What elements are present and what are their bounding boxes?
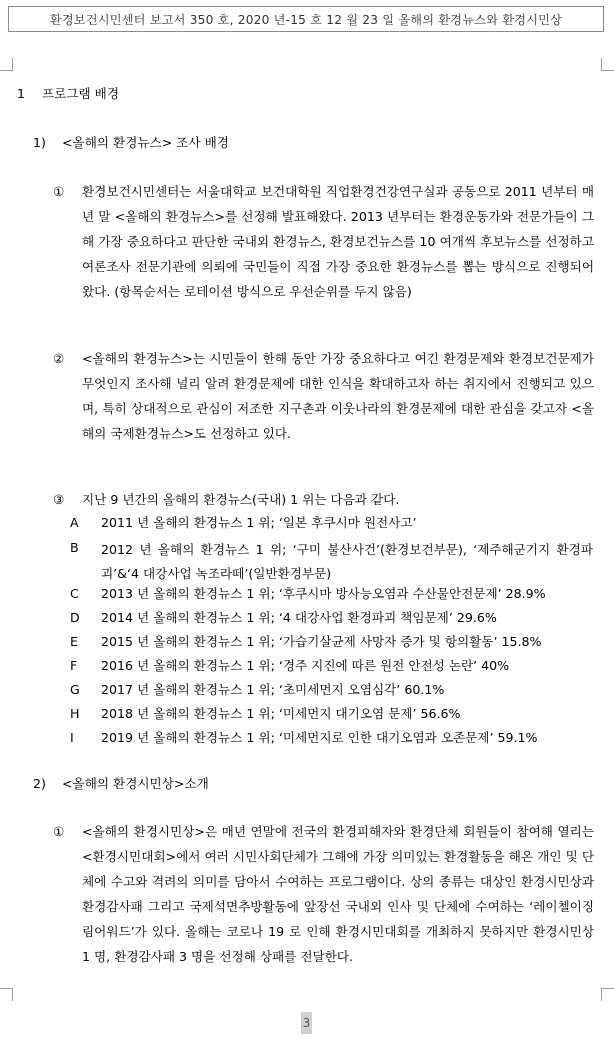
subsection-1-number: 1) — [33, 135, 46, 150]
news-item-letter: B — [70, 540, 79, 555]
news-item-text: 2014 년 올해의 환경뉴스 1 위; ‘4 대강사업 환경파괴 책임문제’ 29.6% — [101, 610, 497, 625]
section-1-title: 프로그램 배경 — [42, 86, 119, 101]
news-item-text: 2015 년 올해의 환경뉴스 1 위; ‘가습기살균제 사망자 증가 및 항의활동’ 15.8% — [101, 634, 542, 649]
paragraph-3-marker: ③ — [53, 492, 65, 507]
subsection-1-title: <올해의 환경뉴스> 조사 배경 — [62, 135, 229, 150]
news-item-letter: G — [70, 682, 80, 697]
news-item-text: 2012 년 올해의 환경뉴스 1 위; ‘구미 불산사건’(환경보건부문), ‘제주해군기지 환경파괴’&‘4 대강사업 녹조라떼’(일반환경부문) — [101, 542, 593, 581]
section-1-number: 1 — [17, 86, 26, 101]
news-item-text: 2016 년 올해의 환경뉴스 1 위; ‘경주 지진에 따른 원전 안전성 논란’ 40% — [101, 658, 510, 673]
subsection-2-number: 2) — [33, 776, 46, 791]
news-item-letter: H — [70, 706, 80, 721]
subsection-2-title: <올해의 환경시민상>소개 — [62, 776, 209, 791]
news-item-letter: I — [70, 730, 74, 745]
news-item-text: 2011 년 올해의 환경뉴스 1 위; ‘일본 후쿠시마 원전사고’ — [101, 515, 417, 530]
page-number: 3 — [301, 1012, 312, 1034]
paragraph-1-marker: ① — [53, 184, 65, 199]
paragraph-1-text: 환경보건시민센터는 서울대학교 보건대학원 직업환경건강연구실과 공동으로 2011 년부터 매년 말 <올해의 환경뉴스>를 선정해 발표해왔다. 2013 년부터는 환경운동가와 전문가들이 그해 가장 중요하다고 판단한 국내외 환경뉴스, 환경보건뉴스를 10 여개씩 후보뉴스를 선정하고 여론조사 전문기관에 의뢰에 국민들이 직접 가장 중요한 환경뉴스를 뽑는 방식으로 진행되어왔다. (항목순서는 로테이션 방식으로 우선순위를 두지 않음) — [82, 184, 594, 299]
paragraph-2-text: <올해의 환경뉴스>는 시민들이 한해 동안 가장 중요하다고 여긴 환경문제와 환경보건문제가 무엇인지 조사해 널리 알려 환경문제에 대한 인식을 확대하고자 하는 취지에서 진행되고 있으며, 특히 상대적으로 관심이 저조한 지구촌과 이웃나라의 환경문제에 대한 관심을 갖고자 <올해의 국제환경뉴스>도 선정하고 있다. — [82, 351, 594, 441]
crop-mark-top-right — [601, 58, 614, 71]
paragraph-3-intro: 지난 9 년간의 올해의 환경뉴스(국내) 1 위는 다음과 같다. — [82, 492, 400, 507]
news-item-letter: C — [70, 586, 79, 601]
news-item-letter: E — [70, 634, 78, 649]
news-item-letter: D — [70, 610, 80, 625]
paragraph-award-text: <올해의 환경시민상>은 매년 연말에 전국의 환경피해자와 환경단체 회원들이 참여해 열리는 <환경시민대회>에서 여러 시민사회단체가 그해에 가장 의미있는 환경활동을 해온 개인 및 단체에 수고와 격려의 의미를 담아서 수여하는 프로그램이다. 상의 종류는 대상인 환경시민상과 환경감사패 그리고 국제석면추방활동에 앞장선 국내외 인사 및 단체에 수여하는 ‘레이첼이징림어워드’가 있다. 올해는 코로나 19 로 인해 환경시민대회를 개최하지 못하지만 환경시민상 1 명, 환경감사패 3 명을 선정해 상패를 전달한다. — [82, 824, 594, 964]
news-item-text: 2013 년 올해의 환경뉴스 1 위; ‘후쿠시마 방사능오염과 수산물안전문제’ 28.9% — [101, 586, 546, 601]
crop-mark-top-left — [0, 58, 13, 71]
news-item-text: 2019 년 올해의 환경뉴스 1 위; ‘미세먼지로 인한 대기오염과 오존문제’ 59.1% — [101, 730, 538, 745]
news-item-text: 2018 년 올해의 환경뉴스 1 위; ‘미세먼지 대기오염 문제’ 56.6% — [101, 706, 461, 721]
paragraph-award-marker: ① — [53, 824, 65, 839]
header-text: 환경보건시민센터 보고서 350 호, 2020 년-15 호 12 월 23 일 올해의 환경뉴스와 환경시민상 — [49, 12, 563, 27]
document-header — [8, 6, 604, 32]
news-item-letter: A — [70, 515, 79, 530]
crop-mark-bottom-right — [601, 988, 614, 1001]
crop-mark-bottom-left — [0, 988, 13, 1001]
paragraph-2-marker: ② — [53, 351, 65, 366]
news-item-text: 2017 년 올해의 환경뉴스 1 위; ‘초미세먼지 오염심각’ 60.1% — [101, 682, 445, 697]
news-item-letter: F — [70, 658, 78, 673]
